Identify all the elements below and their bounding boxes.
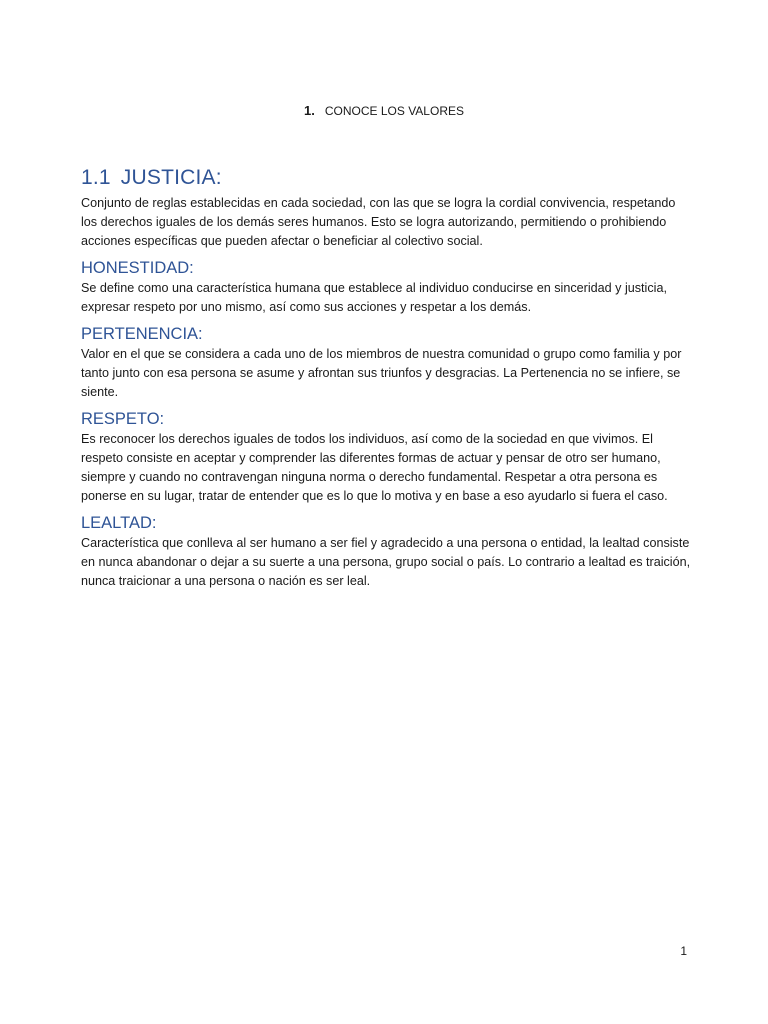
section-body-pertenencia: Valor en el que se considera a cada uno de los miembros de nuestra comunidad o grupo como familia y por tanto junto con esa persona se asume y afrontan sus triunfos y desgracias. La Pertenencia no se infiere, se siente. [81,347,682,399]
section-heading-lealtad: LEALTAD: [81,514,157,532]
title-text: CONOCE LOS VALORES [324,104,464,118]
document-body [81,164,691,591]
section-body-respeto: Es reconocer los derechos iguales de todos los individuos, así como de la sociedad en que vivimos. El respeto consiste en aceptar y comprender las diferentes formas de actuar y pensar de otro ser humano, siempre y cuando no contravengan ninguna norma o derecho fundamental. Respetar a otra persona es ponerse en su lugar, tratar de entender que es lo que lo motiva y en base a eso ayudarlo si fuera el caso. [81,432,668,503]
section-body-lealtad: Característica que conlleva al ser humano a ser fiel y agradecido a una persona o entidad, la lealtad consiste en nunca abandonar o dejar a su suerte a una persona, grupo social o país. Lo contrario a lealtad es traición, nunca traicionar a una persona o nación es ser leal. [81,536,691,588]
section-heading-text: JUSTICIA: [120,166,222,189]
page-number: 1 [680,944,687,958]
title-number: 1. [304,103,315,118]
section-body-justicia: Conjunto de reglas establecidas en cada sociedad, con las que se logra la cordial convivencia, respetando los derechos iguales de los demás seres humanos. Esto se logra autorizando, permitiendo o prohibiendo acciones específicas que pueden afectar o beneficiar al colectivo social. [81,196,676,248]
section-heading-honestidad: HONESTIDAD: [81,259,194,277]
section-body-honestidad: Se define como una característica humana que establece al individuo conducirse en sinceridad y justicia, expresar respeto por uno mismo, así como sus acciones y respetar a los demás. [81,281,667,314]
section-heading-pertenencia: PERTENENCIA: [81,325,203,343]
section-heading-respeto: RESPETO: [81,410,165,428]
section-heading-justicia [81,164,691,192]
section-number: 1.1 [81,166,111,189]
document-title [0,103,768,119]
